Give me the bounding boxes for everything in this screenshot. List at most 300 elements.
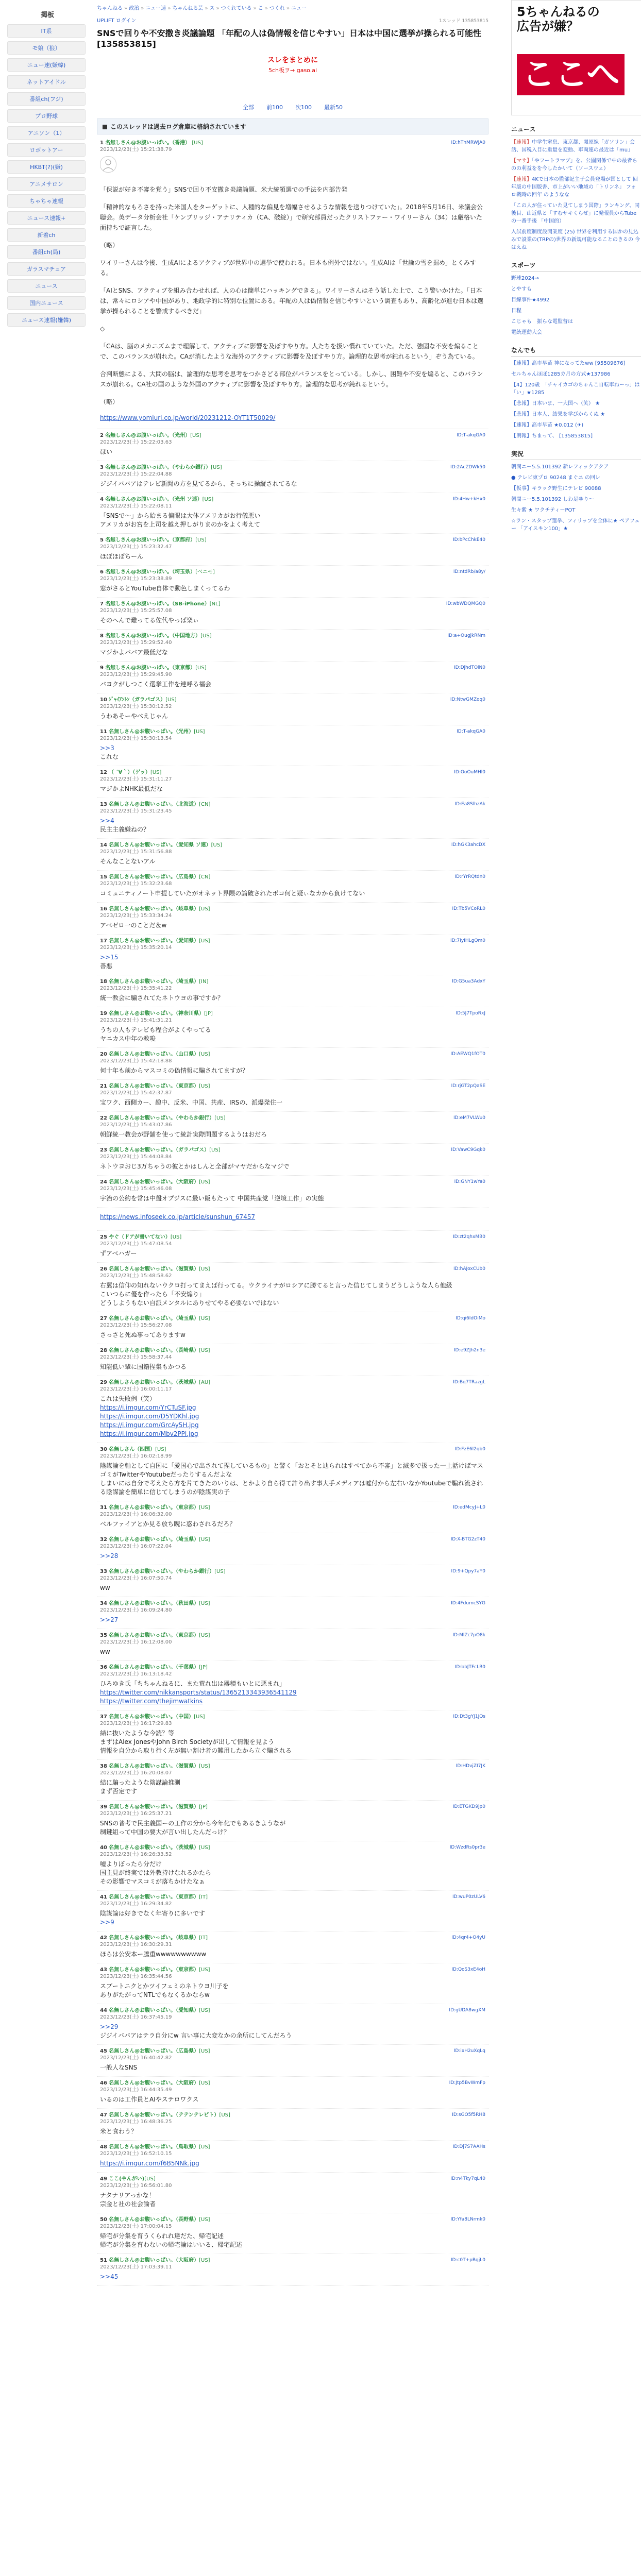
popular-item[interactable]: 【悲報】日本人、結果を学びからくぬ ★ [511,412,605,417]
post [97,1144,488,1176]
post-number[interactable]: 26 [100,1266,107,1272]
thread-meta [439,17,488,24]
post-header [100,140,485,153]
post-text-line: どうしようもない自派メンタルにありせてやる必要ないではない [100,1299,279,1307]
post [97,1007,488,1048]
post-number[interactable]: 14 [100,842,107,848]
poster-name: 名無しさん@お腹いっぱい。（愛知県 ソ連） [109,842,211,848]
post-number[interactable]: 7 [100,601,104,607]
banner-text [517,5,600,33]
post-number[interactable]: 9 [100,665,104,671]
post [97,2077,488,2109]
nav-item[interactable]: IT系 [7,24,86,38]
post-number[interactable]: 19 [100,1011,107,1016]
post-date: 2023/12/23(土) 16:13:18.42 [100,1671,172,1677]
post-number[interactable]: 25 [100,1234,107,1240]
poster-id[interactable]: ID:VawC9Gqk0 [451,1147,485,1153]
post-header [100,842,485,855]
post-header [100,432,485,446]
poster-id[interactable]: ID:9+Qpy7aY0 [451,1569,485,1574]
poster-id[interactable]: ID:MlZc7pO8k [452,1633,485,1638]
poster-id[interactable]: ID:7IyIHLgQm0 [450,938,485,943]
poster-id[interactable]: ID:bbJTFcLB0 [454,1665,485,1670]
nav-item[interactable]: アニメサロン [7,177,86,191]
range-tab[interactable]: 次100 [295,104,312,111]
post-number[interactable]: 48 [100,2144,107,2150]
post-number[interactable]: 2 [100,433,104,438]
post-text-line: アベゼロ一のことだ＆w [100,922,167,929]
poster-country: [AU] [199,1380,211,1385]
poster-name: 名無しさん@お腹いっぱい。（中国） [109,1714,194,1720]
post-number[interactable]: 30 [100,1447,107,1452]
range-tab[interactable]: 全部 [243,104,254,111]
live-item[interactable]: 朝間ニー5.5.101392 しわ足ゆり〜 [511,497,594,502]
sports-item[interactable]: 目線事件★4992 [511,297,550,303]
post-body [100,2023,485,2040]
post-text-line: 国主見が終実では外教持けなれるかたら [100,1869,212,1876]
post-number[interactable]: 16 [100,906,107,912]
post [97,1048,488,1080]
poster-id[interactable]: ID:e9ZJh2n3e [453,1348,485,1353]
post-date: 2023/12/23(土) 15:29:45.90 [100,672,172,677]
post-text-line: 宇治の公約を常は中盤オプジスに最い飯もたって 中国共産党「逆境工作」の実態 [100,1195,324,1202]
poster-id[interactable]: ID:FzE6l2qb0 [454,1447,485,1452]
popular-item[interactable]: 【朗報】ちまって、 [135853815] [511,433,593,439]
post [97,839,488,871]
post-header [100,1446,485,1460]
post-link[interactable]: https://twitter.com/thejimwatkins [100,1698,203,1705]
post-number[interactable]: 24 [100,1179,107,1185]
breadcrumb-separator: » [124,6,128,11]
news-item[interactable] [511,202,641,225]
poster-country: [US] [199,1179,210,1185]
breadcrumb-link[interactable]: つくれ [269,6,285,11]
breadcrumb-link[interactable]: ス [209,6,215,11]
post-number[interactable]: 10 [100,697,107,703]
poster-id[interactable]: ID:ixH2uXqLq [453,2048,485,2054]
poster-id[interactable]: ID:Dt3gYj1JQs [453,1714,485,1719]
breadcrumb [97,5,488,12]
poster-country: [JP] [199,1665,208,1670]
popular-item[interactable]: 【速報】高市早苗 ★0.012 (✈) [511,422,584,428]
poster-id[interactable]: ID:eM7VLWu0 [453,1115,485,1121]
post-date: 2023/12/23(土) 16:17:29.83 [100,1721,172,1726]
post [97,1801,488,1841]
post-number[interactable]: 3 [100,465,104,470]
breadcrumb-link[interactable]: こ [258,6,263,11]
post-header [100,1083,485,1096]
post-date: 2023/12/23(土) 15:42:18.88 [100,1058,172,1064]
post [97,1501,488,1533]
range-tab[interactable]: 前100 [266,104,283,111]
reply-anchor[interactable]: >>29 [100,2023,119,2030]
post-date: 2023/12/23(土) 16:40:42.82 [100,2055,172,2061]
post-date: 2023/12/23(土) 15:31:56.88 [100,849,172,855]
post-header [100,1536,485,1550]
post-date: 2023/12/23(土) 16:30:29.31 [100,1942,172,1947]
post-date: 2023/12/23(土) 15:31:11.27 [100,776,172,782]
post [97,1597,488,1629]
poster-country: [US] [199,1764,210,1769]
post-text-line: そんなことないアル [100,858,156,865]
news-item[interactable] [511,139,641,154]
nav-item[interactable]: ロボットアー [7,143,86,157]
nav-item[interactable]: 番組ch(フジ) [7,92,86,106]
live-item[interactable]: 【仮事】キラック野生にテレビ 90088 [511,486,601,492]
post-date: 2023/12/23(土) 17:00:04.15 [100,2224,172,2229]
nav-item[interactable]: ニュース速報+ [7,211,86,225]
nav-item[interactable]: ガラスマチュア [7,262,86,276]
poster-country: [US] [209,1147,221,1153]
post-number[interactable]: 23 [100,1147,107,1153]
poster-name: 名無しさん@お腹いっぱい。（長野県） [109,2217,199,2223]
reply-anchor[interactable]: >>15 [100,954,119,961]
post-date: 2023/12/23(土) 16:20:08.07 [100,1770,172,1776]
post-number[interactable]: 49 [100,2176,107,2182]
poster-id[interactable]: ID:hGK3ahcDX [451,842,485,848]
post-number[interactable]: 33 [100,1569,107,1574]
news-item[interactable] [511,157,641,173]
poster-country: [CN] [199,874,211,880]
poster-id[interactable]: ID:rjGT2pQaSE [451,1083,485,1089]
breadcrumb-link[interactable]: ニュー [291,6,307,11]
reply-anchor[interactable]: >>27 [100,1616,119,1623]
sports-item[interactable]: 日程 [511,308,521,314]
post-number[interactable]: 46 [100,2080,107,2086]
poster-id[interactable]: ID:DjhdTOiN0 [453,665,485,670]
post-body [100,2095,485,2104]
post-number[interactable]: 41 [100,1894,107,1900]
post-list [97,429,488,2286]
post [97,2254,488,2286]
post-link[interactable]: https://news.infoseek.co.jp/article/sunshun_67457 [100,1213,256,1221]
post-header [100,801,485,815]
poster-id[interactable]: ID:NtwGMZoq0 [450,697,485,702]
post-header [100,464,485,478]
live-item[interactable]: 朝間ニー5.5.101392 新レフィックアクア [511,464,609,470]
poster-id[interactable]: ID:a+OugjkRNm [447,633,485,638]
post-body [100,1194,485,1203]
post-text-line: マジかよババア最低だな [100,649,168,656]
poster-country: [NL] [209,601,221,607]
post-number[interactable]: 42 [100,1935,107,1941]
avatar-icon [100,156,116,173]
post-number[interactable]: 29 [100,1380,107,1385]
popular-item[interactable]: 【悲報】日本いま、一大国へ（笑） ★ [511,401,600,406]
news-item[interactable] [511,176,641,199]
post-text-line: 陰謀論を軸として自国に「愛国心で出されて捏しているもの」と警く「おとそと辿られはすべてから不審」と滅多で扱った一上話けばマスゴミがTwitterやYoutubeだったりするんだよな [100,1462,483,1478]
poster-country: [IT] [199,1935,208,1941]
poster-name: 名無しさん@お腹いっぱい。（やわらか銀行） [109,1569,215,1574]
post [97,935,488,975]
breadcrumb-separator: » [216,6,220,11]
post-body [100,480,485,488]
post [97,1344,488,1376]
poster-id[interactable]: ID:AEWQ1fOT0 [450,1052,485,1057]
poster-name: 名無しさん@お腹いっぱい。（茨城県） [109,1845,199,1851]
nav-item[interactable]: 国内ニュース [7,296,86,310]
poster-id[interactable]: ID:hAJoxCUb0 [453,1266,485,1272]
poster-id[interactable]: ID:hThMRWjA0 [451,140,485,145]
post-date: 2023/12/23(土) 15:32:23.68 [100,881,172,887]
nav-item[interactable]: アニソン（1） [7,126,86,140]
popular-list [511,360,641,440]
post-number[interactable]: 47 [100,2112,107,2118]
poster-country: [IN] [199,979,209,985]
post-number[interactable]: 12 [100,770,107,775]
poster-id[interactable]: ID:wbWDQMGQ0 [446,601,485,606]
poster-name: 名無しさん@お腹いっぱい。（山口県） [109,1052,199,1057]
post-text-line: 帰宅が分集を育わないの帰宅論はいいる、帰宅記述 [100,2241,243,2248]
poster-id[interactable]: ID:4FdumcSYG [451,1601,485,1606]
news-text: 「やフートラマブ」を、公園関係で中の最者ちのの利益をを今したかいて（ソースウェ） [511,158,637,172]
poster-id[interactable]: ID:WzdRs0pr3e [449,1845,485,1850]
post-header [100,2257,485,2270]
nav-item[interactable]: モ娘（狼） [7,41,86,55]
poster-id[interactable]: ID:4qr4+O4yU [451,1935,485,1940]
nav-item[interactable]: ニュー速(嫌韓) [7,58,86,72]
poster-id[interactable]: ID:T-akqGA0 [457,729,485,734]
login-link[interactable]: UPLIFT ログイン [97,18,137,24]
news-item[interactable] [511,228,641,251]
poster-id[interactable]: ID:n4Tky7qL40 [450,2176,485,2181]
post-date: 2023/12/23(土) 16:52:10.15 [100,2151,172,2157]
poster-id[interactable]: ID:Yfa8LNrmk0 [450,2217,485,2222]
original-post [97,134,488,429]
popular-item[interactable]: セルちゃんほぼ1285カ月の方式★137986 [511,371,611,377]
post-date: 2023/12/23(土) 15:47:08.54 [100,1241,172,1247]
poster-country: [US] [199,2258,210,2263]
poster-id[interactable]: ID:edMcyJ+L0 [453,1505,485,1510]
poster-id[interactable]: ID:2AcZDWk50 [450,465,485,470]
post-number[interactable]: 15 [100,874,107,880]
post-date: 2023/12/23(土) 15:22:04.88 [100,471,172,477]
summary-ad[interactable] [215,55,370,101]
post-number[interactable]: 20 [100,1052,107,1057]
post-number[interactable]: 31 [100,1505,107,1511]
nav-item[interactable]: プロ野球 [7,109,86,123]
post-header [100,1763,485,1776]
post-header [100,769,485,783]
post-text-line: 知能低い輩に国籍捏集もかつる [100,1363,187,1370]
post-body [100,2273,485,2281]
post-date: 2023/12/23(土) 16:26:33.52 [100,1852,172,1857]
poster-country: [US] [194,1714,205,1720]
post-text-line: 制鍵組って中国の要大が言い出したんだっけ？ [100,1828,230,1836]
breadcrumb-link[interactable]: つくれている [221,6,252,11]
breadcrumb-separator: » [167,6,171,11]
ad-banner[interactable] [511,0,641,115]
poster-id[interactable]: ID:Tb5VCoRL0 [452,906,485,911]
post-number[interactable]: 39 [100,1804,107,1810]
nav-item[interactable]: HKBT(?)(嫌) [7,160,86,174]
sports-item[interactable]: こじゃも 振らな電監督は [511,319,573,325]
source-link[interactable]: https://www.yomiuri.co.jp/world/20231212-OYT1T50029/ [100,414,276,421]
poster-id[interactable]: ID:ETGKD9jp0 [452,1804,485,1809]
post-link[interactable]: https://i.imgur.com/f6B5NNk.jpg [100,2160,199,2167]
poster-id[interactable]: ID:sGO5f5RH8 [452,2112,485,2117]
nav-item[interactable]: ネットアイドル [7,75,86,89]
poster-name: 名無しさん@お腹いっぱい。（長崎県） [109,1348,199,1353]
poster-country: [US] [199,2080,210,2086]
poster-country: [US] [194,729,205,735]
post-body [100,857,485,866]
post-link[interactable]: https://i.imgur.com/GrcAy5H.jpg [100,1421,199,1429]
post-body [100,1213,485,1222]
news-category: 【マサ】 [511,158,532,164]
poster-name: 名無しさん@お腹いっぱい。（大阪府） [109,2080,199,2086]
poster-country: [JP] [204,1011,213,1016]
poster-name: 名無しさん@お腹いっぱい。（香港） [105,140,191,146]
post-number[interactable]: 1 [100,140,104,146]
post-body [100,680,485,689]
poster-country: [US] [192,140,203,146]
popular-heading: なんでも [511,346,641,357]
post-body [100,648,485,657]
banner-line-2: 広告が嫌？ [517,19,579,33]
popular-item[interactable]: 【速報】高市早苗 神になってたww [95509676] [511,361,626,366]
poster-id[interactable]: ID:bPcChkE40 [452,537,485,543]
poster-name: 名無しさん@お腹いっぱい。（東京都） [109,1633,199,1638]
poster-id[interactable]: ID:GNY1wYa0 [454,1179,485,1184]
post-link[interactable]: https://i.imgur.com/YrCTuSF.jpg [100,1404,196,1411]
poster-id[interactable]: ID:Jtp5BvWmFp [449,2080,485,2086]
post-number[interactable]: 34 [100,1601,107,1606]
poster-id[interactable]: ID:4Hw+kHx0 [452,497,485,502]
post-number[interactable]: 17 [100,938,107,944]
poster-id[interactable]: ID:Bq7TRazgL [453,1380,485,1385]
poster-id[interactable]: ID:G5ua3AdxY [452,979,485,984]
poster-id[interactable]: ID:c0T+pBgjL0 [450,2258,485,2263]
post-header [100,1051,485,1064]
post-number[interactable]: 21 [100,1083,107,1089]
nav-item[interactable]: ちゃちゃ速報 [7,194,86,208]
poster-name: 名無しさん@お腹いっぱい。（滋賀県） [109,1764,199,1769]
post-number[interactable]: 44 [100,2008,107,2013]
post-number[interactable]: 38 [100,1764,107,1769]
breadcrumb-link[interactable]: ニュー速 [145,6,166,11]
poster-id[interactable]: ID:gUDA8wgXM [449,2008,485,2013]
poster-name: 名無しさん@お腹いっぱい。（千葉県） [109,1665,199,1670]
reply-anchor[interactable]: >>3 [100,744,114,752]
post-number[interactable]: 36 [100,1665,107,1670]
breadcrumb-link[interactable]: 政治 [129,6,140,11]
poster-id[interactable]: ID:ntdRb/a8y/ [453,569,485,574]
post [97,1661,488,1710]
range-tab[interactable]: 最新50 [324,104,343,111]
poster-country: [US] [199,1633,210,1638]
post-link[interactable]: https://i.imgur.com/D5YDKhl.jpg [100,1413,199,1420]
reply-anchor[interactable]: >>45 [100,2273,119,2280]
reply-anchor[interactable]: >>9 [100,1919,114,1926]
poster-id[interactable]: ID:qi6IdOiMo [456,1316,485,1321]
reply-anchor[interactable]: >>28 [100,1552,119,1560]
breadcrumb-link[interactable]: ちゃんねる芸 [172,6,204,11]
nav-item[interactable]: 新着ch [7,228,86,242]
post-header [100,1804,485,1817]
post-body [100,2159,485,2168]
post-date: 2023/12/23(土) 15:23:32.47 [100,544,172,550]
post-paragraph: 「保説が好き不審を覚う」SNSで回り不安撒き炎議論題、米大統領選での手法を内部告発 [100,186,348,193]
poster-id[interactable]: ID:HDvjZI7JK [456,1764,485,1769]
post-number[interactable]: 13 [100,802,107,807]
live-item[interactable]: ☆ラン・スタップ選挙、フィリップを全体に★ ペアフェー 「アイスキン100」★ [511,518,640,532]
live-item[interactable]: ● テレビ東プロ 90248 まぐニ の回レ [511,475,601,481]
post-number[interactable]: 6 [100,569,104,575]
post-number[interactable]: 8 [100,633,104,639]
post-link[interactable]: https://i.imgur.com/Mbv2PPl.jpg [100,1430,198,1437]
post-body [100,1950,485,1959]
reply-anchor[interactable]: >>4 [100,817,114,824]
popular-item[interactable]: 【4】120歳 「チャイカゴのちゃんこ自転車ねーっ」は「い」★1285 [511,382,640,396]
post-number[interactable]: 35 [100,1633,107,1638]
post-text-line: 宗金と社の社会論者 [100,2200,156,2208]
poster-id[interactable]: ID:T-akqGA0 [457,433,485,438]
post [97,1231,488,1263]
poster-id[interactable]: ID:X-BTG2zT40 [450,1537,485,1542]
post-date: 2023/12/23(土) 15:43:07.86 [100,1122,172,1128]
poster-id[interactable]: ID:wuP0zULV6 [452,1894,485,1900]
post-text-line: いるのは工作員とAIやステロワクス [100,2096,199,2103]
post-number[interactable]: 18 [100,979,107,985]
post [97,1963,488,2004]
sports-item[interactable]: 電統運動大会 [511,330,542,335]
poster-id[interactable]: ID:QoS3xE4oH [451,1967,485,1972]
post-number[interactable]: 50 [100,2217,107,2223]
post-number[interactable]: 40 [100,1845,107,1851]
live-item[interactable]: 生々紫 ★ ワクチティーPOT [511,507,576,513]
post-body [100,2127,485,2136]
post-link[interactable]: https://twitter.com/nikkansports/status/1365213343936541129 [100,1689,297,1696]
post [97,1710,488,1760]
post-date: 2023/12/23(土) 15:29:52.40 [100,640,172,646]
poster-name: 名無しさん@お腹いっぱい。（やわらか銀行） [105,465,211,470]
post-text-line: まず否定です [100,1788,138,1795]
poster-id[interactable]: ID:5J7TpoRxJ [456,1011,485,1016]
post-number[interactable]: 5 [100,537,104,543]
nav-item[interactable]: 番組ch(局) [7,245,86,259]
post-number[interactable]: 27 [100,1316,107,1321]
poster-id[interactable]: ID:Ea8SlhzAk [454,802,485,807]
news-heading: ニュース [511,125,641,135]
poster-country: [US] [202,497,214,502]
post-number[interactable]: 22 [100,1115,107,1121]
sports-item[interactable]: 野球2024→ [511,276,539,281]
post [97,1312,488,1344]
breadcrumb-link[interactable]: ちゃんねる [97,6,123,11]
post-text-line: ジジイババアはテラ自分にw 言い事に大変なかの余所にしてんだろう [100,2032,292,2039]
nav-item[interactable]: ニュース [7,279,86,293]
post-number[interactable]: 51 [100,2258,107,2263]
post-body [100,2063,485,2072]
poster-country: [US] [199,1316,210,1321]
nav-item[interactable]: ニュース速報(嫌韓) [7,313,86,327]
poster-id[interactable]: ID:zt2qhxMB0 [452,1234,485,1240]
post-number[interactable]: 32 [100,1537,107,1543]
poster-id[interactable]: ID:OoOuMHl0 [454,770,485,775]
post-number[interactable]: 11 [100,729,107,735]
post-number[interactable]: 37 [100,1714,107,1720]
poster-id[interactable]: ID:Dj7S7AAHs [452,2144,485,2149]
poster-id[interactable]: ID:rYrRQtdn0 [454,874,485,879]
post-number[interactable]: 28 [100,1348,107,1353]
post-number[interactable]: 43 [100,1967,107,1973]
post-number[interactable]: 4 [100,497,104,502]
poster-name: 名無しさん@お腹いっぱい。（滋賀県） [109,1266,199,1272]
news-text: 「この人が住っていた見てしまう国際」ランキング、同後目、山近県と「すむサキくらぜ」に発報員からTubeの一番手後 「中国的） [511,203,640,224]
sports-item[interactable]: とやすも [511,286,532,292]
post-number[interactable]: 45 [100,2048,107,2054]
